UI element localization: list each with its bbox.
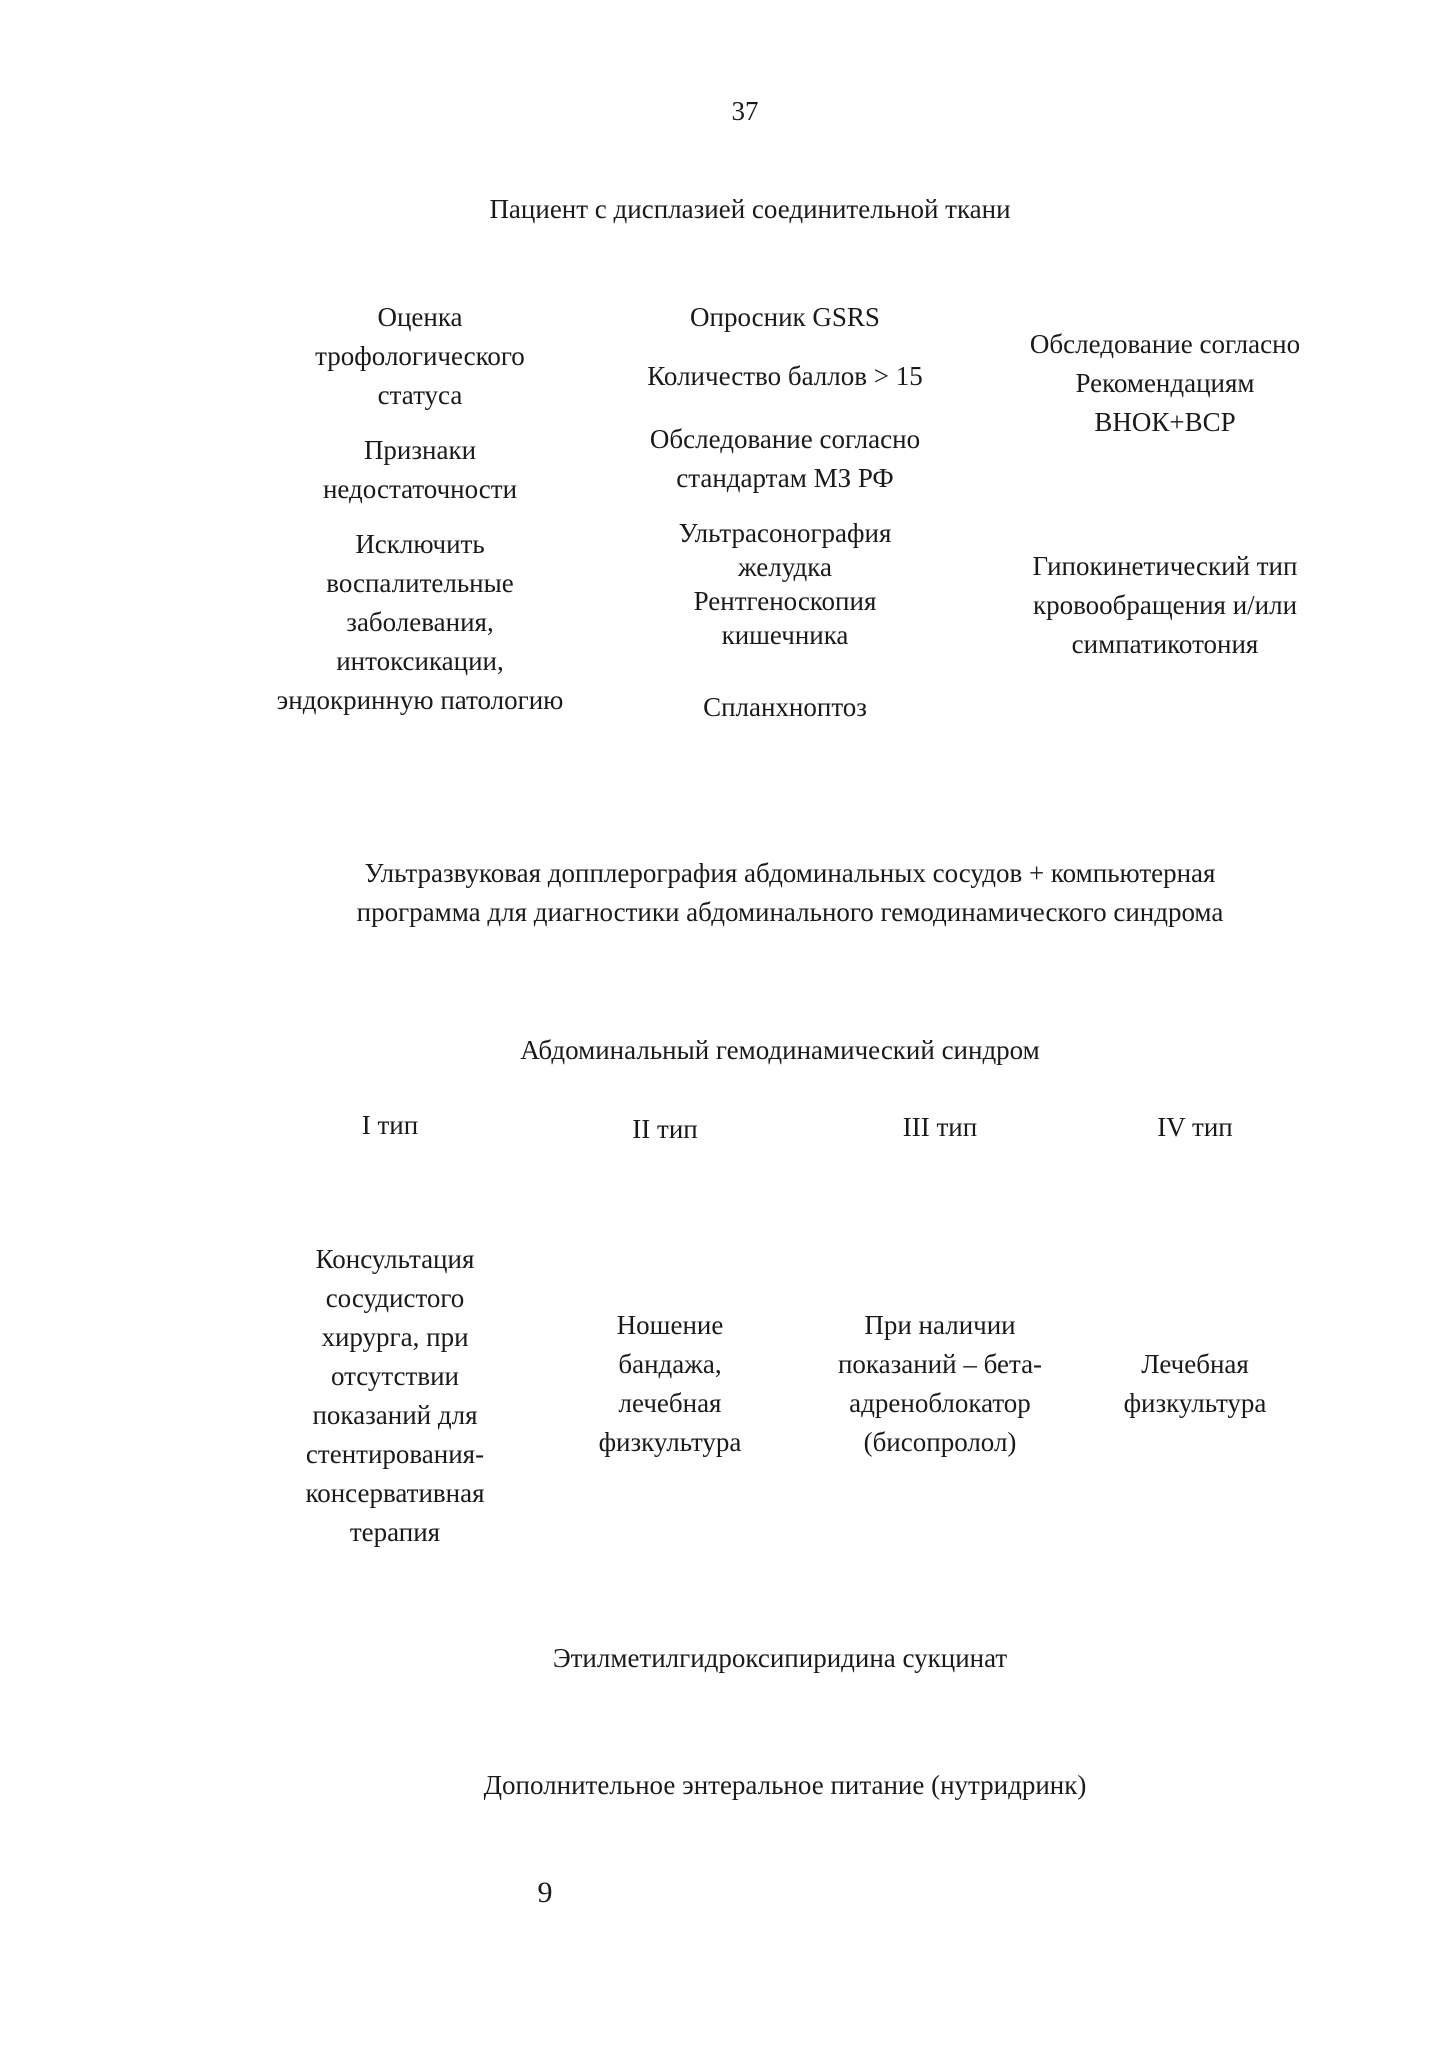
trophology-line-2: трофологического <box>315 341 525 371</box>
imaging-line-4: кишечника <box>721 620 849 650</box>
exclude-line-3: заболевания, <box>346 607 494 637</box>
diagram-title: Пациент с дисплазией соединительной ткани <box>489 194 1011 224</box>
standards-line-2: стандартам МЗ РФ <box>676 463 894 493</box>
syndrome-title: Абдоминальный гемодинамический синдром <box>520 1035 1040 1065</box>
hypokinetic-line-2: кровообращения и/или <box>1032 590 1298 620</box>
type-4-treatment <box>1090 1345 1300 1423</box>
imaging-line-3: Рентгеноскопия <box>693 586 877 616</box>
t4-line-1: Лечебная <box>1141 1349 1249 1379</box>
exclude-line-5: эндокринную патологию <box>276 685 564 715</box>
hypokinetic-line-1: Гипокинетический тип <box>1032 551 1298 581</box>
exclude-line-2: воспалительные <box>326 568 514 598</box>
gsrs-questionnaire: Опросник GSRS <box>690 302 880 332</box>
t2-line-4: физкультура <box>598 1427 742 1457</box>
type-4-label: IV тип <box>1157 1112 1233 1142</box>
t1-line-4: отсутствии <box>331 1361 459 1391</box>
imaging-line-1: Ультрасонография <box>678 518 892 548</box>
trophology-status-box <box>280 298 560 415</box>
exclude-line-1: Исключить <box>355 529 485 559</box>
t1-line-5: показаний для <box>312 1400 478 1430</box>
drug-label: Этилметилгидроксипиридина сукцинат <box>552 1643 1008 1673</box>
t3-line-4: (бисопролол) <box>863 1427 1017 1457</box>
t1-line-6: стентирования- <box>305 1439 485 1469</box>
standards-line-1: Обследование согласно <box>649 424 921 454</box>
nutrition-label: Дополнительное энтеральное питание (нутридринк) <box>483 1770 1087 1800</box>
t1-line-7: консервативная <box>305 1478 485 1508</box>
t2-line-3: лечебная <box>618 1388 722 1418</box>
trophology-line-1: Оценка <box>377 302 463 332</box>
type-3-label: III тип <box>902 1112 978 1142</box>
hypokinetic-type-box <box>1000 547 1330 664</box>
t3-line-1: При наличии <box>864 1310 1016 1340</box>
type-2-treatment <box>555 1306 785 1462</box>
t4-line-2: физкультура <box>1123 1388 1267 1418</box>
insufficiency-signs-box <box>280 431 560 509</box>
trophology-line-3: статуса <box>377 380 463 410</box>
page-number-bottom: 9 <box>537 1876 553 1909</box>
t3-line-3: адреноблокатор <box>849 1388 1031 1418</box>
t1-line-8: терапия <box>349 1517 441 1547</box>
insufficiency-line-2: недостаточности <box>322 474 518 504</box>
vnok-recommendations-box <box>1000 325 1330 442</box>
t1-line-1: Консультация <box>315 1244 475 1274</box>
exclude-diseases-box <box>240 525 600 720</box>
page-number-top: 37 <box>731 96 759 126</box>
t2-line-2: бандажа, <box>618 1349 722 1379</box>
t2-line-1: Ношение <box>616 1310 724 1340</box>
doppler-box <box>240 854 1340 932</box>
mz-standards-box <box>610 420 960 498</box>
doppler-line-2: программа для диагностики абдоминального гемодинамического синдрома <box>356 897 1224 927</box>
type-2-label: II тип <box>632 1114 698 1144</box>
recommendations-line-2: Рекомендациям <box>1075 368 1255 398</box>
gsrs-score: Количество баллов > 15 <box>647 361 923 391</box>
t1-line-2: сосудистого <box>325 1283 465 1313</box>
hypokinetic-line-3: симпатикотония <box>1071 629 1259 659</box>
type-1-treatment <box>275 1240 515 1552</box>
t3-line-2: показаний – бета- <box>837 1349 1043 1379</box>
imaging-line-2: желудка <box>738 552 832 582</box>
type-3-treatment <box>800 1306 1080 1462</box>
recommendations-line-3: ВНОК+ВСР <box>1094 407 1236 437</box>
recommendations-line-1: Обследование согласно <box>1029 329 1301 359</box>
imaging-box <box>610 516 960 652</box>
type-1-label: I тип <box>361 1110 419 1140</box>
splanchnoptosis: Спланхноптоз <box>703 692 867 722</box>
doppler-line-1: Ультразвуковая допплерография абдоминальных сосудов + компьютерная <box>364 858 1216 888</box>
exclude-line-4: интоксикации, <box>336 646 504 676</box>
insufficiency-line-1: Признаки <box>363 435 477 465</box>
t1-line-3: хирурга, при <box>321 1322 469 1352</box>
